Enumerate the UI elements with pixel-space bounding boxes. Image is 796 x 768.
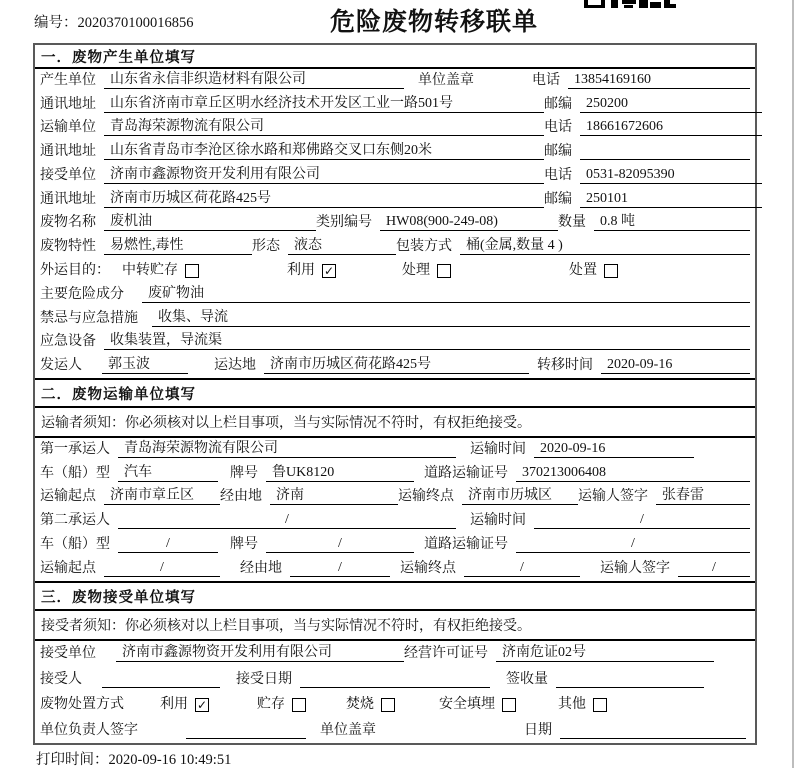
field-label: 类别编号 — [316, 215, 372, 231]
checkbox-dispose — [569, 259, 618, 279]
form-row — [40, 462, 750, 486]
field-label: 签收量 — [506, 671, 548, 687]
transporter-name: 青岛海荣源物流有限公司 — [104, 115, 544, 136]
receive-date — [300, 672, 490, 688]
waste-form: 液态 — [288, 234, 396, 255]
plate-number-1: 鲁UK8120 — [266, 461, 414, 482]
seal-date — [560, 723, 746, 739]
receiver-name: 济南市鑫源物资开发利用有限公司 — [104, 163, 544, 184]
transfer-date: 2020-09-16 — [601, 357, 750, 374]
field-label: 运输人签字 — [578, 489, 648, 505]
vehicle-type-1: 汽车 — [118, 461, 218, 482]
print-time-value: 2020-09-16 10:49:51 — [108, 752, 232, 768]
form-row — [40, 188, 750, 212]
receiver-person — [102, 672, 220, 688]
checkbox-incineration — [346, 693, 395, 713]
checkbox-transfer-storage — [122, 259, 199, 279]
page-title: 危险废物转移联单 — [330, 8, 539, 36]
field-label: 通讯地址 — [40, 191, 96, 207]
checkbox-label: 其他 — [558, 697, 586, 713]
road-transport-license-1: 370213006408 — [516, 465, 750, 482]
field-label: 车（船）型 — [40, 537, 110, 552]
checkbox-unchecked — [292, 698, 306, 712]
form-row — [40, 641, 750, 667]
transporter-postcode — [580, 144, 750, 160]
field-label: 运输人签字 — [600, 560, 670, 576]
field-label: 外运目的： — [40, 263, 110, 279]
form-row — [40, 438, 750, 462]
form-row — [40, 486, 750, 510]
serial-value: 2020370100016856 — [77, 15, 194, 31]
transport-terminal-2: / — [464, 560, 580, 577]
field-label: 邮编 — [544, 191, 572, 207]
field-label: 废物处置方式 — [40, 697, 124, 713]
field-label: 牌号 — [230, 465, 258, 481]
receiver-postcode: 250101 — [580, 191, 762, 208]
form-row — [40, 331, 750, 355]
field-label: 通讯地址 — [40, 144, 96, 160]
field-label: 电话 — [544, 120, 572, 136]
field-label: 第一承运人 — [40, 441, 110, 457]
serial-label: 编号： — [34, 15, 78, 31]
field-label: 运输时间 — [470, 513, 526, 529]
transporter-address: 山东省青岛市李沧区徐水路和郑佛路交叉口东侧20米 — [104, 139, 544, 160]
checkbox-checked: ✓ — [323, 264, 335, 279]
field-label: 通讯地址 — [40, 96, 96, 112]
unit-seal-label-2: 单位盖章 — [320, 723, 376, 738]
field-label: 电话 — [532, 72, 560, 88]
receiver-notice: 接受者须知：你必须核对以上栏目事项，当与实际情况不符时，有权拒绝接受。 — [35, 611, 755, 641]
unit-seal-label: 单位盖章 — [418, 72, 474, 88]
field-label: 应急设备 — [40, 334, 96, 350]
checkbox-disposal-storage — [257, 693, 306, 713]
field-label: 第二承运人 — [40, 513, 110, 529]
field-label: 运输单位 — [40, 120, 96, 136]
form-row — [40, 69, 750, 93]
field-label: 单位负责人签字 — [40, 723, 138, 738]
checkbox-label: 安全填埋 — [439, 697, 495, 713]
receiving-unit-name: 济南市鑫源物资开发利用有限公司 — [116, 641, 404, 662]
checkbox-label: 中转贮存 — [122, 263, 178, 279]
checkbox-label: 处置 — [569, 263, 597, 279]
form-row — [40, 666, 750, 692]
print-time-label: 打印时间： — [36, 752, 109, 768]
field-label: 接受单位 — [40, 167, 96, 183]
field-label: 道路运输证号 — [424, 465, 508, 481]
producer-address: 山东省济南市章丘区明水经济技术开发区工业一路501号 — [104, 92, 544, 113]
waste-quantity: 0.8 吨 — [594, 210, 750, 231]
receiver-phone: 0531-82095390 — [580, 167, 762, 184]
contraindication-emergency-measures: 收集、导流 — [152, 306, 750, 327]
responsible-person-signature — [186, 723, 306, 739]
checkbox-label: 贮存 — [257, 697, 285, 713]
serial-number — [34, 11, 194, 32]
form-row — [40, 164, 750, 188]
form-row — [40, 509, 750, 533]
field-label: 接受人 — [40, 671, 82, 687]
form-row — [40, 212, 750, 236]
transporter-phone: 18661672606 — [580, 119, 762, 136]
vehicle-type-2: / — [118, 536, 218, 553]
field-label: 经营许可证号 — [404, 646, 488, 662]
field-label: 数量 — [558, 215, 586, 231]
field-label: 接受单位 — [40, 646, 96, 662]
checkbox-label: 利用 — [160, 697, 188, 713]
transport-date-2: / — [534, 512, 750, 529]
field-label: 主要危险成分 — [40, 286, 124, 302]
via-place-2: / — [290, 560, 390, 577]
section-1-rows — [35, 69, 755, 378]
form-row — [40, 140, 750, 164]
checkbox-treat — [402, 259, 451, 279]
checkbox-unchecked — [604, 264, 618, 278]
window-edge-line — [792, 0, 794, 768]
first-carrier-name: 青岛海荣源物流有限公司 — [118, 437, 456, 458]
field-label: 形态 — [252, 239, 280, 255]
destination: 济南市历城区荷花路425号 — [264, 353, 529, 374]
section-3-heading: 三．废物接受单位填写 — [35, 581, 755, 611]
form-row — [40, 692, 750, 718]
field-label: 牌号 — [230, 537, 258, 552]
form-row — [40, 283, 750, 307]
field-label: 废物名称 — [40, 215, 96, 231]
form-row — [40, 117, 750, 141]
field-label: 电话 — [544, 167, 572, 183]
field-label: 邮编 — [544, 144, 572, 160]
field-label: 道路运输证号 — [424, 537, 508, 552]
waste-name: 废机油 — [104, 210, 316, 231]
business-license-number: 济南危证02号 — [496, 641, 714, 662]
field-label: 发运人 — [40, 358, 82, 374]
field-label: 废物特性 — [40, 239, 96, 255]
checkbox-unchecked — [437, 264, 451, 278]
checkbox-unchecked — [502, 698, 516, 712]
waste-characteristics: 易燃性,毒性 — [104, 234, 252, 255]
checkbox-secure-landfill — [439, 693, 516, 713]
checkbox-unchecked — [593, 698, 607, 712]
field-label: 运输起点 — [40, 560, 96, 576]
checkbox-label: 处理 — [402, 263, 430, 279]
consignor-name: 郭玉波 — [102, 353, 188, 374]
producer-name: 山东省永信非织造材料有限公司 — [104, 68, 404, 89]
field-label: 经由地 — [240, 560, 282, 576]
checkbox-label: 焚烧 — [346, 697, 374, 713]
emergency-equipment: 收集装置，导流渠 — [104, 329, 750, 350]
checkbox-label: 利用 — [287, 263, 315, 279]
producer-postcode: 250200 — [580, 96, 762, 113]
transporter-signature-1: 张春雷 — [656, 484, 750, 505]
field-label: 运输起点 — [40, 489, 96, 505]
field-label: 接受日期 — [236, 671, 292, 687]
checkbox-unchecked — [185, 264, 199, 278]
section-3-rows — [35, 641, 755, 743]
main-hazardous-component: 废矿物油 — [142, 282, 750, 303]
field-label: 包装方式 — [396, 239, 452, 255]
checkbox-unchecked — [381, 698, 395, 712]
form-row — [40, 259, 750, 283]
section-2-rows — [35, 438, 755, 581]
transport-terminal-1: 济南市历城区 — [462, 484, 578, 505]
field-label: 转移时间 — [537, 358, 593, 374]
field-label: 车（船）型 — [40, 465, 110, 481]
road-transport-license-2: / — [516, 536, 750, 553]
checkbox-checked: ✓ — [196, 698, 208, 713]
field-label: 运输时间 — [470, 441, 526, 457]
field-label: 日期 — [524, 723, 552, 738]
form-row — [40, 533, 750, 557]
checkbox-utilize — [287, 259, 336, 279]
qr-code-fragment — [584, 0, 676, 9]
print-time — [36, 748, 231, 768]
field-label: 经由地 — [220, 489, 262, 505]
transport-date-1: 2020-09-16 — [534, 441, 694, 458]
form-row — [40, 354, 750, 378]
transporter-signature-2: / — [678, 560, 750, 577]
plate-number-2: / — [266, 536, 414, 553]
section-1-heading: 一．废物产生单位填写 — [35, 45, 755, 69]
field-label: 禁忌与应急措施 — [40, 310, 138, 326]
second-carrier-name: / — [118, 512, 456, 529]
receiver-address: 济南市历城区荷花路425号 — [104, 187, 544, 208]
transport-origin-2: / — [104, 560, 220, 577]
form-row — [40, 307, 750, 331]
checkbox-other — [558, 693, 607, 713]
received-quantity — [556, 672, 704, 688]
field-label: 运输终点 — [398, 489, 454, 505]
producer-phone: 13854169160 — [568, 72, 750, 89]
via-place-1: 济南 — [270, 484, 398, 505]
waste-category-code: HW08(900-249-08) — [380, 214, 558, 231]
field-label: 运达地 — [214, 358, 256, 374]
form-row — [40, 717, 750, 743]
form-row — [40, 557, 750, 581]
manifest-form — [33, 43, 757, 745]
packaging-method: 桶(金属,数量 4 ) — [460, 234, 750, 255]
transport-origin-1: 济南市章丘区 — [104, 484, 220, 505]
field-label: 邮编 — [544, 96, 572, 112]
form-row — [40, 93, 750, 117]
checkbox-disposal-utilize — [160, 693, 209, 713]
section-2-heading: 二．废物运输单位填写 — [35, 378, 755, 408]
form-row — [40, 235, 750, 259]
transporter-notice: 运输者须知：你必须核对以上栏目事项，当与实际情况不符时，有权拒绝接受。 — [35, 408, 755, 438]
field-label: 运输终点 — [400, 560, 456, 576]
field-label: 产生单位 — [40, 72, 96, 88]
